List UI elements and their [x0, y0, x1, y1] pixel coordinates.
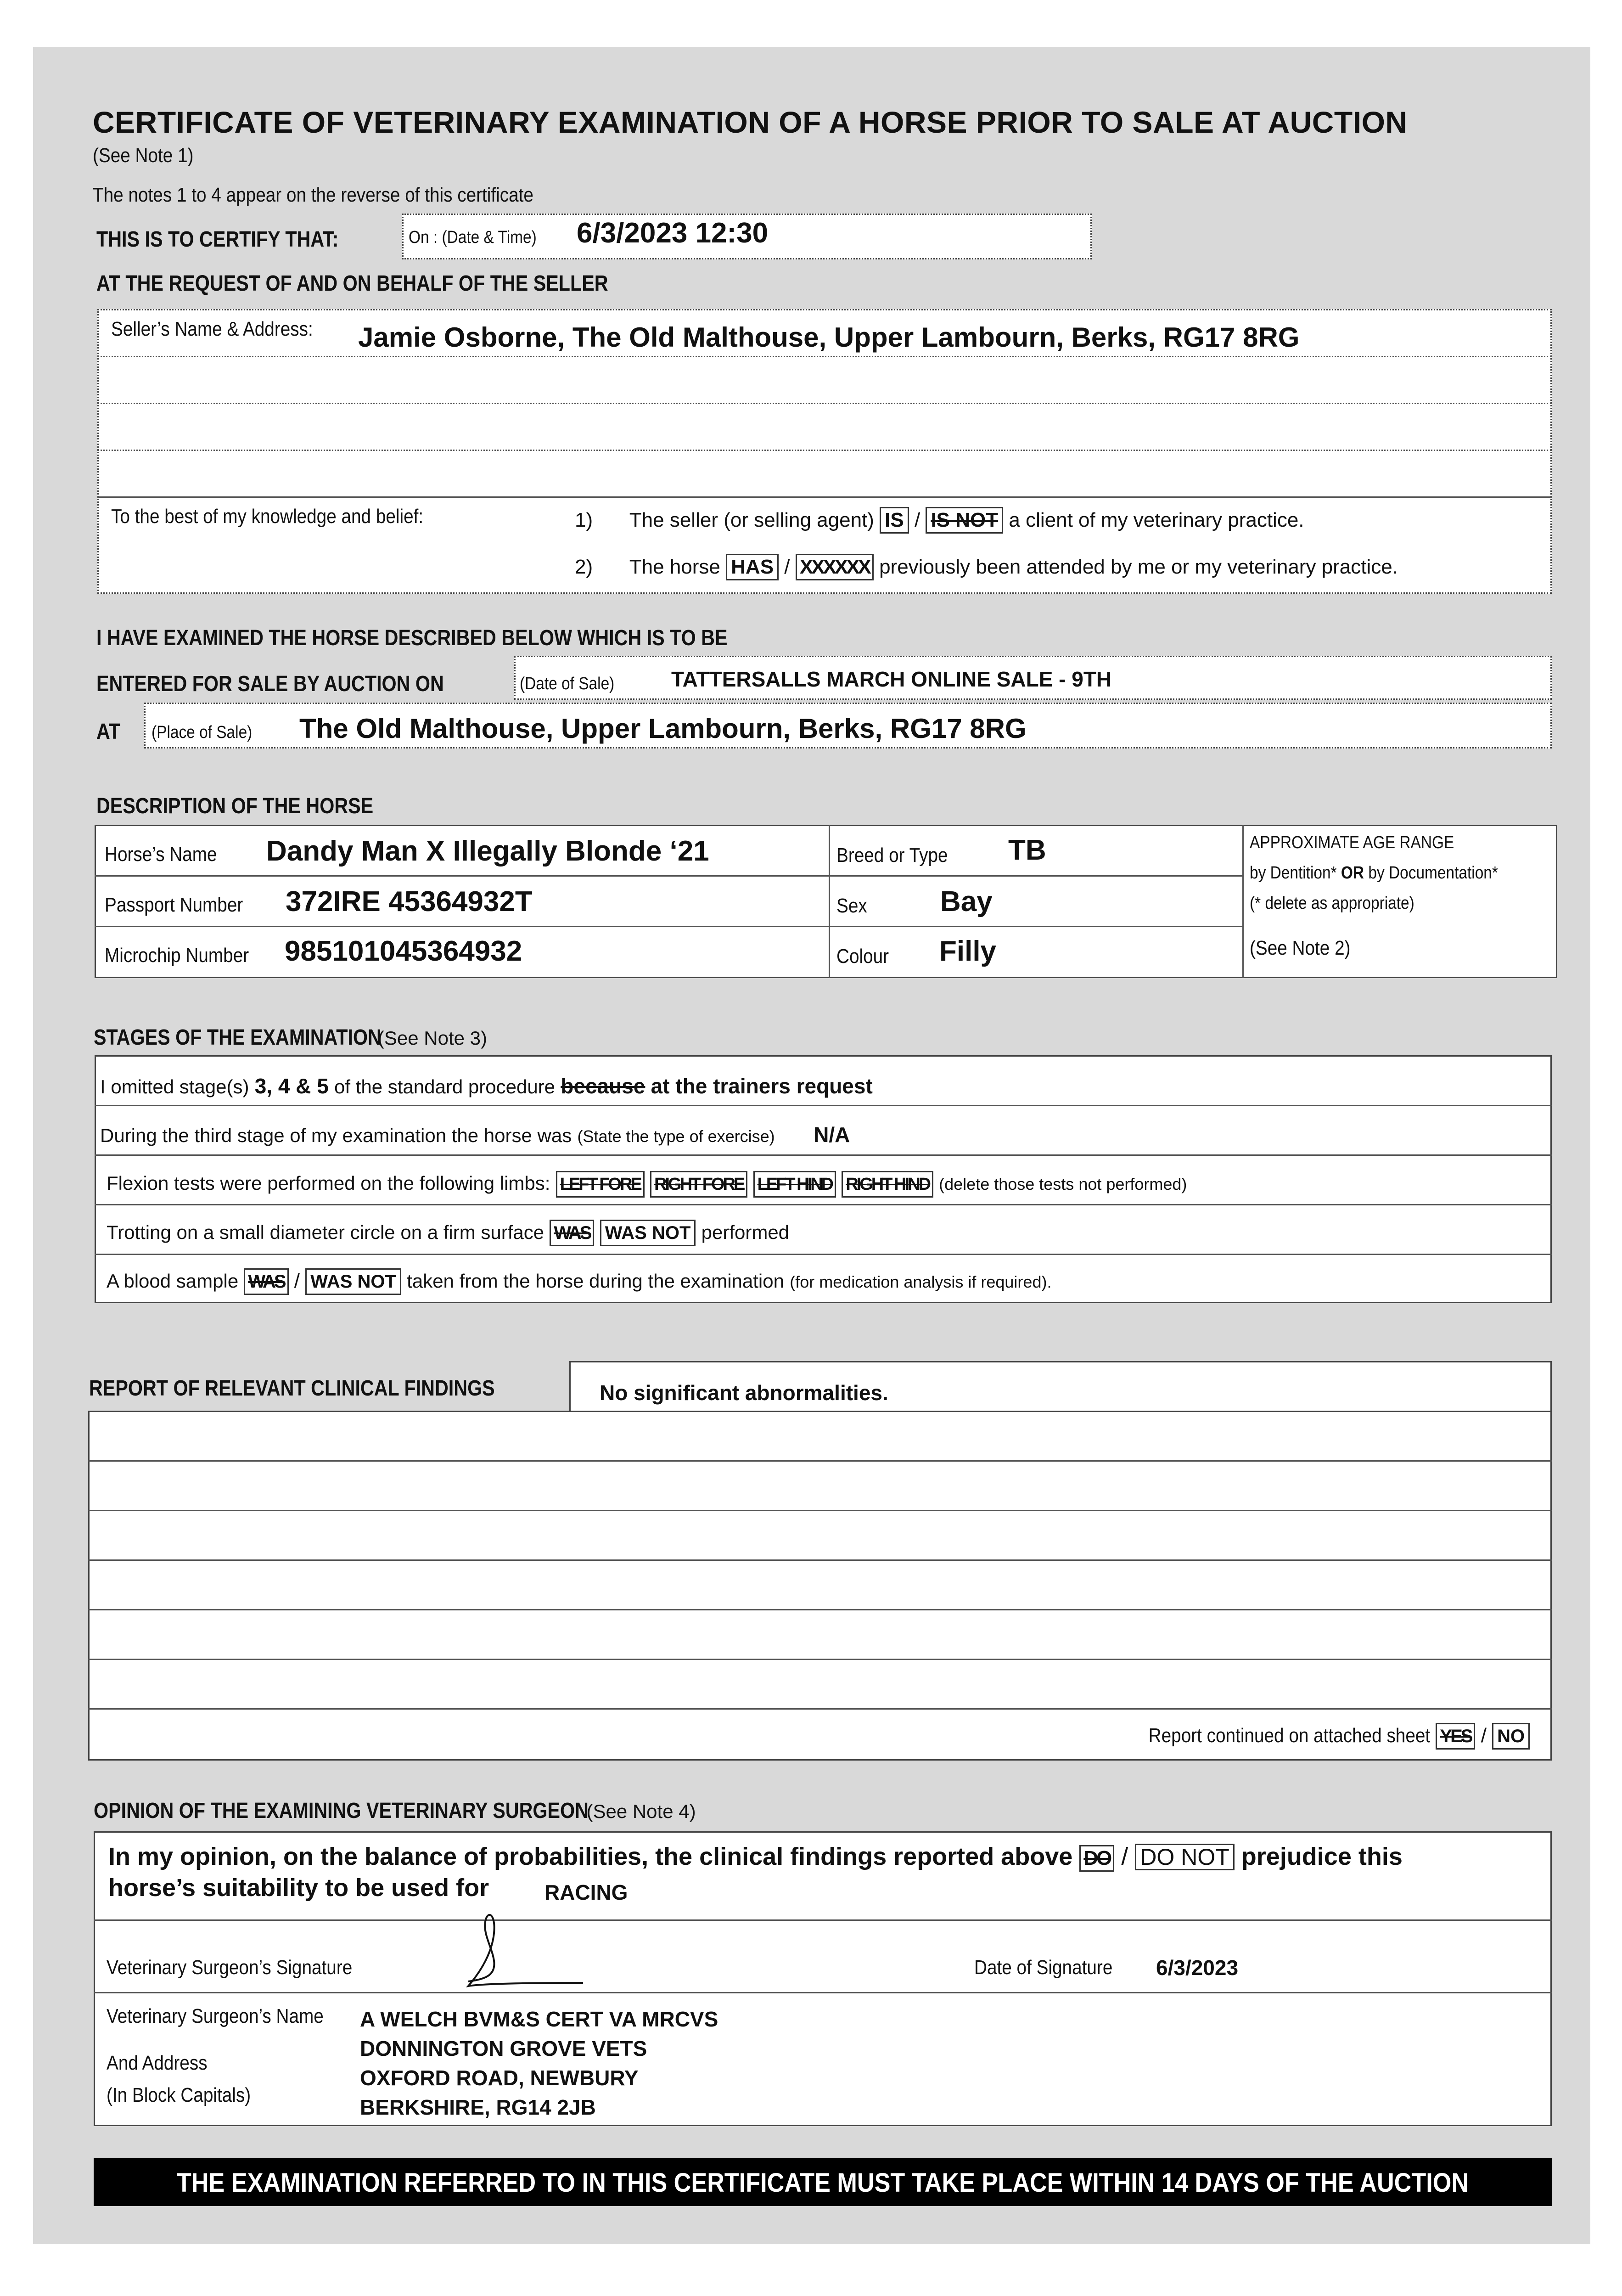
- trot-pre: Trotting on a small diameter circle on a firm surface: [107, 1221, 544, 1243]
- blood-was-struck[interactable]: WAS: [244, 1268, 288, 1295]
- colour-value: Filly: [939, 935, 997, 967]
- horse-name-value: Dandy Man X Illegally Blonde ‘21: [266, 835, 709, 867]
- colour-label: Colour: [836, 945, 889, 968]
- passport-value: 372IRE 45364932T: [286, 886, 533, 917]
- omitted-mid: of the standard procedure: [334, 1076, 556, 1097]
- separator: /: [294, 1270, 300, 1292]
- report-continued-label: Report continued on attached sheet: [1148, 1724, 1431, 1747]
- stages-row-line: [95, 1154, 1552, 1156]
- continued-no[interactable]: NO: [1492, 1723, 1530, 1750]
- opinion-line1-post: prejudice this: [1241, 1843, 1403, 1870]
- is-not-option-struck[interactable]: IS NOT: [926, 507, 1003, 534]
- flexion-pre: Flexion tests were performed on the following limbs:: [107, 1172, 550, 1194]
- has-not-option-struck[interactable]: XXXXXX: [796, 554, 874, 580]
- sex-label: Sex: [836, 895, 867, 917]
- stages-row-line: [95, 1204, 1552, 1205]
- seller-label: Seller’s Name & Address:: [111, 318, 313, 340]
- opinion-heading-row: [94, 1798, 696, 1823]
- flexion-row: [107, 1171, 1187, 1198]
- vet-address-line: DONNINGTON GROVE VETS: [360, 2037, 647, 2060]
- stages-heading-row: [94, 1025, 487, 1050]
- report-line: [88, 1460, 1552, 1462]
- blood-post: taken from the horse during the examination: [407, 1270, 784, 1292]
- footer-banner: [94, 2158, 1552, 2206]
- entered-label: ENTERED FOR SALE BY AUCTION ON: [96, 672, 444, 696]
- microchip-value: 985101045364932: [285, 935, 522, 967]
- omitted-row: [100, 1074, 873, 1098]
- is-option[interactable]: IS: [880, 507, 909, 534]
- opinion-line1-pre: In my opinion, on the balance of probabilities, the clinical findings reported above: [108, 1843, 1073, 1870]
- by-dentition: by Dentition*: [1250, 863, 1337, 883]
- notes-line: The notes 1 to 4 appear on the reverse of this certificate: [93, 184, 533, 206]
- belief-item1-pre: The seller (or selling agent): [629, 509, 874, 531]
- trot-was-not[interactable]: WAS NOT: [600, 1220, 696, 1246]
- seller-line: [97, 450, 1552, 451]
- date-of-signature-value: 6/3/2023: [1156, 1956, 1239, 1980]
- opinion-do-struck[interactable]: DO: [1079, 1845, 1114, 1872]
- desc-col-line: [829, 825, 830, 978]
- opinion-heading: OPINION OF THE EXAMINING VETERINARY SURGEON: [94, 1799, 589, 1823]
- omitted-pre: I omitted stage(s): [100, 1076, 249, 1097]
- signature-label: Veterinary Surgeon’s Signature: [107, 1956, 353, 1979]
- delete-note: (* delete as appropriate): [1250, 894, 1414, 913]
- has-option[interactable]: HAS: [726, 554, 779, 580]
- microchip-label: Microchip Number: [105, 944, 249, 967]
- because-struck: because: [561, 1074, 645, 1098]
- blood-pre: A blood sample: [107, 1270, 239, 1292]
- age-range-title: APPROXIMATE AGE RANGE: [1250, 833, 1454, 852]
- stages-row-line: [95, 1254, 1552, 1255]
- report-line: [88, 1559, 1552, 1561]
- see-note-1: (See Note 1): [93, 144, 194, 167]
- third-stage-value: N/A: [814, 1123, 850, 1147]
- breed-label: Breed or Type: [836, 844, 948, 867]
- request-label: AT THE REQUEST OF AND ON BEHALF OF THE SELLER: [96, 271, 608, 296]
- belief-item2-pre: The horse: [629, 556, 720, 578]
- or-label: OR: [1341, 863, 1364, 883]
- examined-heading: I HAVE EXAMINED THE HORSE DESCRIBED BELOW WHICH IS TO BE: [96, 626, 728, 650]
- place-of-sale-value: The Old Malthouse, Upper Lambourn, Berks, RG17 8RG: [299, 713, 1027, 744]
- report-continued-row: [1110, 1723, 1530, 1750]
- report-line: [88, 1510, 1552, 1511]
- opinion-do-not[interactable]: DO NOT: [1135, 1844, 1234, 1870]
- certify-label: THIS IS TO CERTIFY THAT:: [96, 227, 339, 252]
- horse-name-label: Horse’s Name: [105, 843, 217, 866]
- date-of-sale-label: (Date of Sale): [520, 674, 615, 693]
- third-stage-row: [100, 1122, 850, 1147]
- desc-col-line: [1242, 825, 1244, 978]
- trot-post: performed: [701, 1221, 790, 1243]
- belief-label: To the best of my knowledge and belief:: [111, 505, 424, 528]
- footer-banner-text: THE EXAMINATION REFERRED TO IN THIS CERTIFICATE MUST TAKE PLACE WITHIN 14 DAYS OF THE AUCTION: [176, 2168, 1469, 2198]
- seller-divider: [97, 496, 1552, 498]
- third-stage-note: (State the type of exercise): [577, 1127, 775, 1146]
- stages-row-line: [95, 1105, 1552, 1106]
- blood-row: [107, 1268, 1051, 1295]
- trot-row: [107, 1220, 789, 1246]
- vet-address-line: BERKSHIRE, RG14 2JB: [360, 2095, 596, 2119]
- separator: /: [914, 509, 920, 531]
- passport-label: Passport Number: [105, 894, 243, 916]
- block-capitals-label: (In Block Capitals): [107, 2084, 251, 2106]
- blood-note: (for medication analysis if required).: [790, 1272, 1052, 1291]
- datetime-value: 6/3/2023 12:30: [577, 217, 769, 249]
- stages-heading: STAGES OF THE EXAMINATION: [94, 1025, 382, 1050]
- separator: /: [784, 556, 790, 578]
- signature-icon: [450, 1906, 588, 1998]
- opinion-divider: [94, 1992, 1552, 1993]
- description-heading: DESCRIPTION OF THE HORSE: [96, 794, 374, 818]
- report-line: [88, 1659, 1552, 1660]
- opinion-line-1: [108, 1842, 1403, 1872]
- flexion-left-fore[interactable]: LEFT FORE: [556, 1171, 645, 1198]
- separator: /: [1481, 1724, 1487, 1747]
- age-range-method: [1250, 863, 1498, 883]
- place-of-sale-label: (Place of Sale): [152, 723, 253, 742]
- report-heading: REPORT OF RELEVANT CLINICAL FINDINGS: [89, 1376, 495, 1401]
- desc-row-line: [95, 875, 1243, 877]
- belief-item1-post: a client of my veterinary practice.: [1009, 509, 1304, 531]
- seller-value: Jamie Osborne, The Old Malthouse, Upper Lambourn, Berks, RG17 8RG: [358, 322, 1300, 353]
- flexion-right-hind[interactable]: RIGHT HIND: [842, 1171, 933, 1198]
- blood-was-not[interactable]: WAS NOT: [305, 1268, 401, 1295]
- vet-address-label: And Address: [107, 2052, 208, 2074]
- by-documentation: by Documentation*: [1368, 863, 1498, 883]
- omitted-reason: at the trainers request: [651, 1074, 873, 1098]
- belief-row-1: [575, 507, 1304, 534]
- certificate-title: CERTIFICATE OF VETERINARY EXAMINATION OF A HORSE PRIOR TO SALE AT AUCTION: [93, 105, 1408, 139]
- separator: /: [1121, 1843, 1128, 1870]
- flexion-note: (delete those tests not performed): [939, 1175, 1187, 1193]
- sex-value: Bay: [940, 886, 993, 917]
- vet-name-line: A WELCH BVM&S CERT VA MRCVS: [360, 2007, 718, 2031]
- date-of-sale-value: TATTERSALLS MARCH ONLINE SALE - 9TH: [671, 667, 1112, 691]
- flexion-left-hind[interactable]: LEFT HIND: [753, 1171, 836, 1198]
- belief-num-2: 2): [575, 556, 593, 578]
- opinion-divider: [94, 1919, 1552, 1921]
- vet-name-label: Veterinary Surgeon’s Name: [107, 2005, 324, 2027]
- opinion-line-2: horse’s suitability to be used for: [108, 1874, 489, 1902]
- trot-was-struck[interactable]: WAS: [550, 1220, 594, 1246]
- belief-item2-post: previously been attended by me or my veterinary practice.: [879, 556, 1398, 578]
- omitted-stages: 3, 4 & 5: [254, 1074, 329, 1098]
- date-of-signature-label: Date of Signature: [974, 1956, 1113, 1979]
- at-label: AT: [96, 720, 120, 744]
- report-line: [88, 1708, 1552, 1710]
- opinion-use: RACING: [544, 1880, 628, 1904]
- vet-address-line: OXFORD ROAD, NEWBURY: [360, 2066, 639, 2090]
- see-note-4: (See Note 4): [586, 1801, 696, 1822]
- belief-num-1: 1): [575, 509, 593, 531]
- continued-yes-struck[interactable]: YES: [1436, 1723, 1475, 1750]
- flexion-right-fore[interactable]: RIGHT FORE: [650, 1171, 747, 1198]
- datetime-label: On : (Date & Time): [409, 228, 537, 247]
- see-note-3: (See Note 3): [377, 1027, 488, 1049]
- belief-row-2: [575, 554, 1398, 580]
- seller-line: [97, 403, 1552, 404]
- report-finding: No significant abnormalities.: [600, 1381, 888, 1405]
- third-stage-pre: During the third stage of my examination the horse was: [100, 1125, 572, 1146]
- breed-value: TB: [1008, 834, 1046, 866]
- see-note-2: (See Note 2): [1250, 937, 1351, 959]
- report-line: [88, 1609, 1552, 1610]
- desc-row-line: [95, 926, 1243, 927]
- seller-line: [97, 356, 1552, 357]
